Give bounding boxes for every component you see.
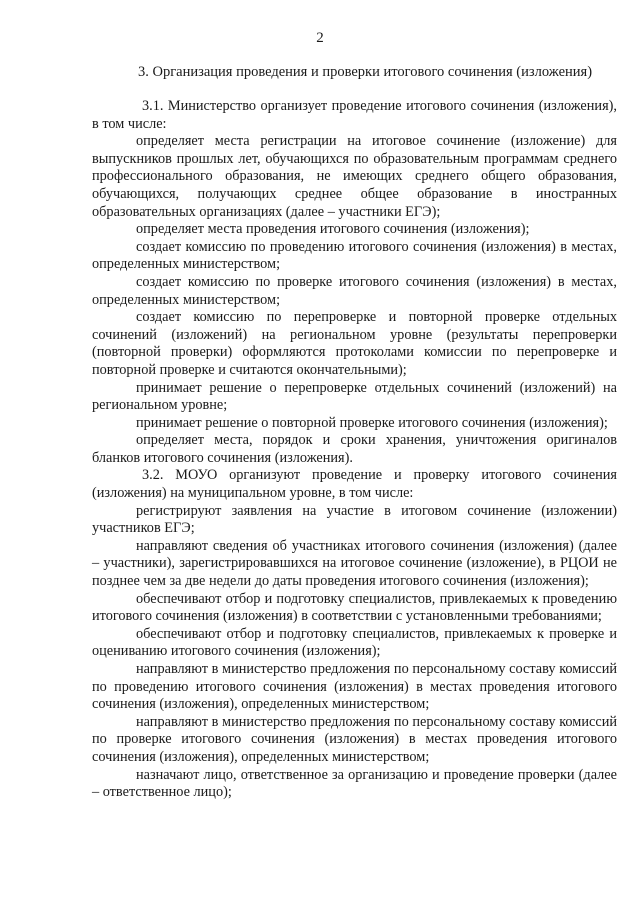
paragraph: определяет места проведения итогового сочинения (изложения);: [136, 221, 530, 238]
paragraph: направляют в министерство предложения по персональному составу комиссий по проведению итогового сочинения (изложения) в местах проведения итогового сочинения (изложения), определенных министерством;: [92, 661, 617, 713]
paragraph: регистрируют заявления на участие в итоговом сочинение (изложении) участников ЕГЭ;: [92, 502, 617, 537]
paragraph: принимает решение о перепроверке отдельных сочинений (изложений) на региональном уровне;: [92, 379, 617, 414]
paragraph: создает комиссию по проверке итогового сочинения (изложения) в местах, определенных министерством;: [92, 273, 617, 308]
paragraph: определяет места регистрации на итоговое сочинение (изложение) для выпускников прошлых лет, обучающихся по образовательным программам среднего профессионального образования, не имеющих среднего общего образования, обучающихся, получающих среднее общее образование в иностранных образовательных организациях (далее – участники ЕГЭ);: [92, 133, 617, 220]
paragraph: 3.2. МОУО организуют проведение и проверку итогового сочинения (изложения) на муниципальном уровне, в том числе:: [92, 467, 617, 502]
document-body: [92, 98, 617, 802]
paragraph: обеспечивают отбор и подготовку специалистов, привлекаемых к проверке и оцениванию итогового сочинения (изложения);: [92, 625, 617, 660]
paragraph: назначают лицо, ответственное за организацию и проведение проверки (далее – ответственное лицо);: [92, 766, 617, 801]
section-title: 3. Организация проведения и проверки итогового сочинения (изложения): [137, 64, 593, 80]
paragraph: 3.1. Министерство организует проведение итогового сочинения (изложения), в том числе:: [92, 98, 617, 132]
paragraph: направляют сведения об участниках итогового сочинения (изложения) (далее – участники), зарегистрировавшихся на итоговое сочинение (изложение), в РЦОИ не позднее чем за две недели до даты проведения итогового сочинения (изложения);: [92, 537, 617, 590]
paragraph: направляют в министерство предложения по персональному составу комиссий по проверке итогового сочинения (изложения) в местах проведения итогового сочинения (изложения), определенных министерством;: [92, 713, 617, 765]
paragraph: обеспечивают отбор и подготовку специалистов, привлекаемых к проведению итогового сочинения (изложения) в соответствии с установленными требованиями;: [92, 590, 617, 625]
paragraph: принимает решение о повторной проверке итогового сочинения (изложения);: [136, 414, 608, 431]
paragraph: создает комиссию по перепроверке и повторной проверке отдельных сочинений (изложений) на региональном уровне (результаты перепроверки (повторной проверки) оформляются протоколами комиссии по перепроверке и повторной проверке и считаются окончательными);: [92, 309, 617, 378]
paragraph: создает комиссию по проведению итогового сочинения (изложения) в местах, определенных министерством;: [92, 238, 617, 273]
paragraph: определяет места, порядок и сроки хранения, уничтожения оригиналов бланков итогового сочинения (изложения).: [92, 432, 617, 466]
page-number: 2: [316, 30, 324, 46]
